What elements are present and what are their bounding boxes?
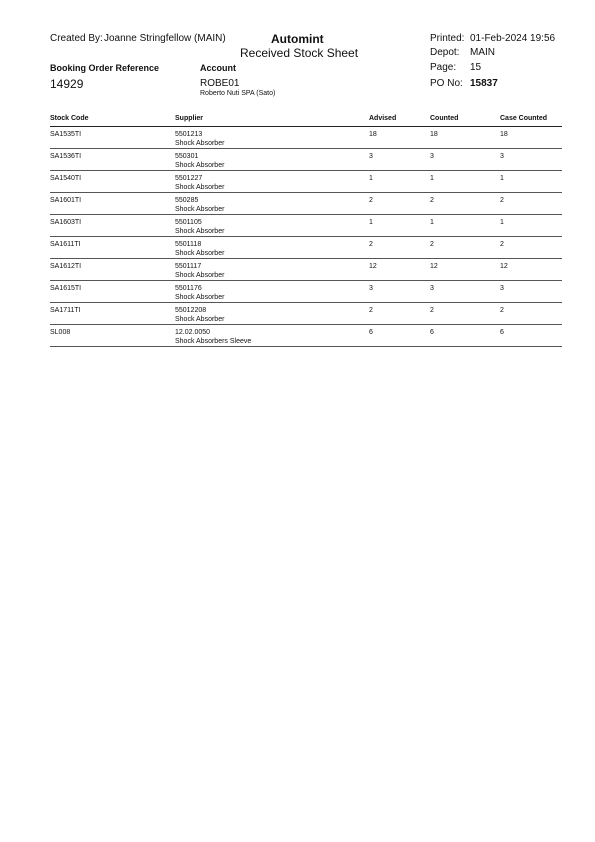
counted-qty: 2 [430,307,434,314]
advised-qty: 6 [369,329,373,336]
supplier-code: 12.02.0050 [175,329,211,336]
case-counted-qty: 1 [500,175,504,182]
po-value: 15837 [470,78,498,89]
supplier-code: 5501118 [175,241,202,248]
col-advised: Advised [369,115,397,122]
printed-value: 01-Feb-2024 19:56 [470,33,556,44]
advised-qty: 1 [369,175,373,182]
advised-qty: 2 [369,241,373,248]
advised-qty: 2 [369,307,373,314]
counted-qty: 3 [430,285,434,292]
table-row [50,303,562,325]
supplier-code: 550285 [175,197,199,204]
item-description: Shock Absorber [175,162,225,169]
account-name: Roberto Nuti SPA (Sato) [200,90,276,97]
printed-label: Printed: [430,33,465,44]
table-row [50,281,562,303]
supplier-code: 5501105 [175,219,202,226]
stock-code: SL008 [50,329,71,336]
booking-ref-value: 14929 [50,77,84,91]
page-value: 15 [470,62,482,73]
company-name: Automint [271,32,324,46]
stock-code: SA1536TI [50,153,82,160]
depot-value: MAIN [470,47,495,58]
supplier-code: 550301 [175,153,199,160]
supplier-code: 5501213 [175,131,203,138]
item-description: Shock Absorber [175,272,225,279]
counted-qty: 3 [430,153,434,160]
supplier-code: 5501176 [175,285,202,292]
case-counted-qty: 2 [500,197,504,204]
case-counted-qty: 1 [500,219,504,226]
stock-code: SA1535TI [50,131,82,138]
case-counted-qty: 3 [500,285,504,292]
table-row [50,171,562,193]
stock-code: SA1711TI [50,307,81,314]
advised-qty: 18 [369,131,377,138]
table-row [50,237,562,259]
col-case-counted: Case Counted [500,115,548,122]
col-counted: Counted [430,115,459,122]
supplier-code: 55012208 [175,307,207,314]
case-counted-qty: 12 [500,263,508,270]
item-description: Shock Absorber [175,206,225,213]
counted-qty: 6 [430,329,434,336]
item-description: Shock Absorber [175,184,225,191]
counted-qty: 2 [430,197,434,204]
counted-qty: 2 [430,241,434,248]
advised-qty: 3 [369,285,373,292]
booking-ref-label: Booking Order Reference [50,63,160,73]
table-row [50,127,562,149]
item-description: Shock Absorber [175,228,225,235]
counted-qty: 1 [430,175,434,182]
stock-code: SA1601TI [50,197,82,204]
advised-qty: 12 [369,263,377,270]
table-row [50,259,562,281]
col-stock-code: Stock Code [50,115,89,122]
depot-label: Depot: [430,47,460,58]
table-row [50,149,562,171]
counted-qty: 1 [430,219,434,226]
col-supplier: Supplier [175,115,204,122]
case-counted-qty: 2 [500,307,504,314]
case-counted-qty: 18 [500,131,508,138]
item-description: Shock Absorber [175,140,225,147]
supplier-code: 5501117 [175,263,202,270]
advised-qty: 1 [369,219,373,226]
account-label: Account [200,63,236,73]
table-row [50,215,562,237]
created-by-label: Created By: [50,33,103,44]
item-description: Shock Absorbers Sleeve [175,338,252,345]
stock-code: SA1612TI [50,263,82,270]
stock-code: SA1603TI [50,219,82,226]
case-counted-qty: 3 [500,153,504,160]
item-description: Shock Absorber [175,316,225,323]
po-label: PO No: [430,78,463,89]
stock-code: SA1615TI [50,285,82,292]
counted-qty: 18 [430,131,438,138]
counted-qty: 12 [430,263,438,270]
stock-code: SA1611TI [50,241,81,248]
advised-qty: 3 [369,153,373,160]
created-by-value: Joanne Stringfellow (MAIN) [104,33,226,44]
item-description: Shock Absorber [175,250,225,257]
case-counted-qty: 6 [500,329,504,336]
item-description: Shock Absorber [175,294,225,301]
account-code: ROBE01 [200,78,240,89]
table-row [50,193,562,215]
supplier-code: 5501227 [175,175,203,182]
table-header [50,114,562,127]
page-title: Received Stock Sheet [240,46,359,60]
stock-code: SA1540TI [50,175,82,182]
page-label: Page: [430,62,457,73]
case-counted-qty: 2 [500,241,504,248]
table-row [50,325,562,347]
advised-qty: 2 [369,197,373,204]
